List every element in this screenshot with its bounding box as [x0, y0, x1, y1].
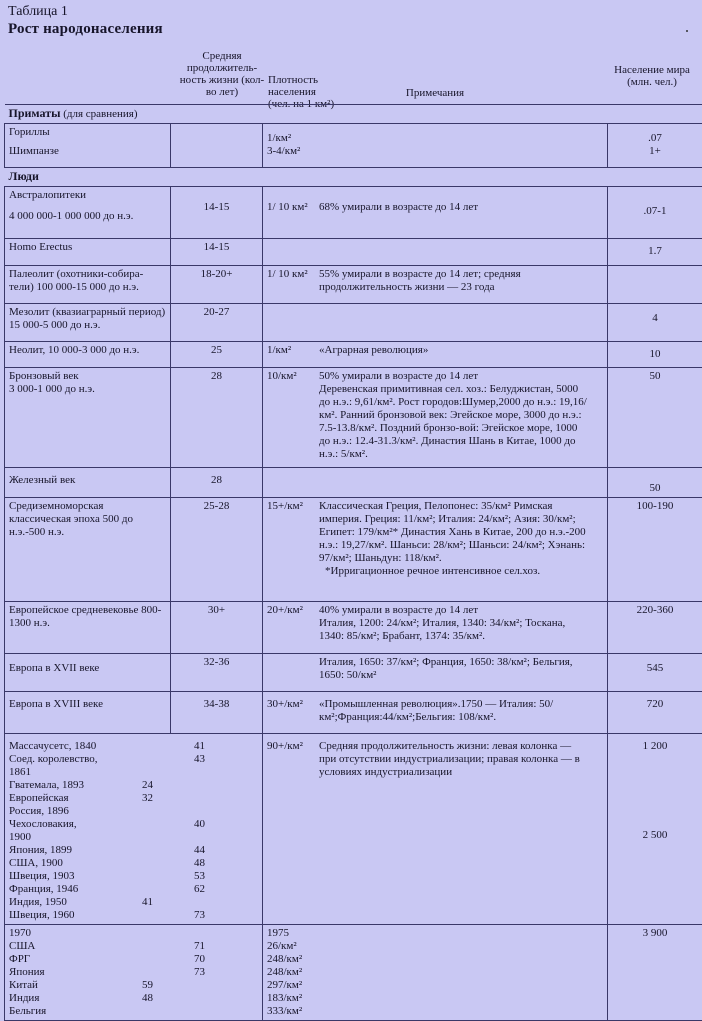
table-row — [5, 498, 702, 602]
life-industrial: 44 — [153, 844, 205, 857]
life-nonindustrial — [101, 940, 153, 953]
world-population: 1 200 — [612, 740, 698, 753]
country-row — [9, 896, 258, 909]
header-notes: Примечания — [380, 87, 490, 99]
life-nonindustrial — [101, 953, 153, 966]
era-name: Европейское средневековье 800-1300 н.э. — [5, 602, 171, 654]
life-nonindustrial: 48 — [101, 992, 153, 1005]
era-name: Мезолит (квазиаграрный период) 15 000-5 000 до н.э. — [5, 304, 171, 342]
country-row — [9, 857, 258, 870]
life-nonindustrial — [101, 844, 153, 857]
country-density: 248/км² — [267, 966, 603, 979]
table-title: Рост народонаселения — [8, 20, 163, 38]
world-population: 4 — [608, 304, 702, 342]
world-population: 220-360 — [608, 602, 702, 654]
life-expectancy: 25 — [171, 342, 263, 368]
life-industrial: 40 — [153, 818, 205, 844]
world-population — [608, 266, 702, 304]
note-footnote: *Ирригационное речное интенсивное сел.хоз. — [319, 565, 589, 578]
country-row — [9, 909, 258, 922]
world-population: 50 — [608, 368, 702, 468]
note: Италия, 1650: 37/км²; Франция, 1650: 38/км²; Бельгия, 1650: 50/км² — [319, 656, 589, 682]
life-nonindustrial — [101, 883, 153, 896]
year-label: 1970 — [9, 927, 258, 940]
country-name: Чехословакия, 1900 — [9, 818, 101, 844]
primate-population: .07 — [612, 132, 698, 145]
life-expectancy: 28 — [171, 368, 263, 468]
decor-dot — [686, 30, 688, 32]
country-name: Европейская Россия, 1896 — [9, 792, 101, 818]
country-row — [9, 870, 258, 883]
primate-population: 1+ — [612, 145, 698, 158]
header-density-line1: Плотность населения — [268, 74, 362, 98]
life-nonindustrial — [101, 966, 153, 979]
country-density: 248/км² — [267, 953, 603, 966]
country-name: Массачусетс, 1840 — [9, 740, 101, 753]
life-expectancy: 14-15 — [171, 187, 263, 239]
life-expectancy: 20-27 — [171, 304, 263, 342]
life-nonindustrial — [101, 818, 153, 844]
header-world-population: Население мира (млн. чел.) — [612, 64, 692, 88]
era-name: Австралопитеки — [9, 189, 166, 202]
country-row — [9, 844, 258, 857]
table-row-primates — [5, 124, 702, 168]
table-row — [5, 342, 702, 368]
era-name: Европа в XVIII веке — [5, 692, 171, 734]
table-row-industrial — [5, 734, 702, 925]
primate-name: Гориллы — [9, 126, 166, 139]
life-expectancy: 18-20+ — [171, 266, 263, 304]
note: 68% умирали в возрасте до 14 лет — [319, 201, 589, 214]
life-industrial: 48 — [153, 857, 205, 870]
life-industrial: 73 — [153, 966, 205, 979]
table-row-1970 — [5, 925, 702, 1021]
life-industrial: 43 — [153, 753, 205, 779]
life-industrial: 73 — [153, 909, 205, 922]
life-expectancy: 32-36 — [171, 654, 263, 692]
world-population: 545 — [608, 654, 702, 692]
density: 15+/км² — [267, 500, 319, 513]
country-row — [9, 792, 258, 818]
life-industrial — [153, 1005, 205, 1018]
country-row — [9, 992, 258, 1005]
section-primates — [5, 105, 702, 124]
era-name: Homo Erectus — [5, 239, 171, 266]
table-row — [5, 692, 702, 734]
note: Средняя продолжительность жизни: левая колонка — при отсутствии индустриализации; правая колонка — в условиях индустриализации — [319, 740, 589, 779]
life-nonindustrial — [101, 740, 153, 753]
life-industrial: 70 — [153, 953, 205, 966]
country-name: Швеция, 1903 — [9, 870, 101, 883]
country-name: Китай — [9, 979, 101, 992]
table-row — [5, 368, 702, 468]
era-dates: 3 000-1 000 до н.э. — [9, 383, 166, 396]
density: 30+/км² — [267, 698, 319, 711]
country-row — [9, 979, 258, 992]
era-name: Европа в XVII веке — [5, 654, 171, 692]
life-nonindustrial: 59 — [101, 979, 153, 992]
table-row — [5, 187, 702, 239]
note: 50% умирали в возрасте до 14 лет — [319, 370, 589, 383]
country-list — [9, 940, 258, 1018]
density: 20+/км² — [267, 604, 319, 617]
life-nonindustrial — [101, 870, 153, 883]
life-nonindustrial: 32 — [101, 792, 153, 818]
life-industrial — [153, 779, 205, 792]
country-row — [9, 953, 258, 966]
country-name: Гватемала, 1893 — [9, 779, 101, 792]
era-dates: 4 000 000-1 000 000 до н.э. — [9, 210, 166, 223]
life-expectancy: 30+ — [171, 602, 263, 654]
section-primates-label: Приматы — [9, 106, 61, 120]
title-block — [8, 4, 163, 38]
density: 90+/км² — [267, 740, 319, 753]
country-row — [9, 883, 258, 896]
life-nonindustrial — [101, 1005, 153, 1018]
section-people — [5, 168, 702, 187]
table-row — [5, 654, 702, 692]
era-name: Железный век — [5, 468, 171, 498]
era-name: Палеолит (охотники-собира-тели) 100 000-15 000 до н.э. — [5, 266, 171, 304]
life-expectancy: 34-38 — [171, 692, 263, 734]
world-population: 720 — [608, 692, 702, 734]
density-list — [267, 940, 603, 1018]
country-density: 183/км² — [267, 992, 603, 1005]
life-industrial: 62 — [153, 883, 205, 896]
life-nonindustrial — [101, 753, 153, 779]
life-expectancy: 25-28 — [171, 498, 263, 602]
world-population: .07-1 — [608, 187, 702, 239]
life-industrial: 53 — [153, 870, 205, 883]
density: 10/км² — [267, 370, 319, 383]
primate-density: 3-4/км² — [267, 145, 603, 158]
country-name: ФРГ — [9, 953, 101, 966]
life-expectancy: 28 — [171, 468, 263, 498]
table-row — [5, 304, 702, 342]
density: 1/ 10 км² — [267, 201, 319, 214]
density: 1/км² — [267, 344, 319, 357]
country-row — [9, 740, 258, 753]
section-primates-sub: (для сравнения) — [63, 108, 137, 120]
density-year: 1975 — [267, 927, 603, 940]
note: Классическая Греция, Пелопонес: 35/км² Римская империя. Греция: 11/км²; Италия: 24/км²; Азия: 30/км²; Египет: 179/км²* Династия Хань в Китае, 200 до н.э.-200 н.э.: 19,27/км². Шаньси: 28/км²; Шаньси: 24/км²; Хэнань: 97/км²; Шаньдун: 118/км². — [319, 500, 589, 565]
note-details: Италия, 1200: 24/км²; Италия, 1340: 34/км²; Тоскана, 1340: 85/км²; Брабант, 1374: 35/км². — [319, 617, 589, 643]
world-population: 100-190 — [608, 498, 702, 602]
primate-name: Шимпанзе — [9, 145, 166, 158]
country-name: Франция, 1946 — [9, 883, 101, 896]
country-row — [9, 966, 258, 979]
life-industrial: 71 — [153, 940, 205, 953]
country-name: США, 1900 — [9, 857, 101, 870]
world-population: 50 — [608, 468, 702, 498]
country-name: Индия, 1950 — [9, 896, 101, 909]
life-nonindustrial: 24 — [101, 779, 153, 792]
header-density-line2: (чел. на 1 км²) — [268, 98, 362, 110]
country-name: США — [9, 940, 101, 953]
world-population: 2 500 — [612, 829, 698, 842]
life-nonindustrial: 41 — [101, 896, 153, 909]
note: «Аграрная революция» — [319, 344, 589, 357]
life-industrial — [153, 792, 205, 818]
life-industrial: 41 — [153, 740, 205, 753]
life-expectancy: 14-15 — [171, 239, 263, 266]
density: 1/ 10 км² — [267, 268, 319, 281]
population-table — [4, 104, 702, 1021]
life-industrial — [153, 979, 205, 992]
table-row — [5, 266, 702, 304]
world-population: 1.7 — [608, 239, 702, 266]
country-list — [9, 740, 258, 922]
section-people-label: Люди — [9, 169, 39, 183]
era-name: Бронзовый век — [9, 370, 166, 383]
country-row — [9, 753, 258, 779]
country-density: 333/км² — [267, 1005, 603, 1018]
header-life-expectancy: Средняя продолжитель-ность жизни (кол-во лет) — [176, 50, 268, 98]
country-name: Япония — [9, 966, 101, 979]
country-row — [9, 818, 258, 844]
country-name: Япония, 1899 — [9, 844, 101, 857]
life-industrial — [153, 992, 205, 1005]
table-row — [5, 239, 702, 266]
country-name: Индия — [9, 992, 101, 1005]
country-density: 297/км² — [267, 979, 603, 992]
country-name: Швеция, 1960 — [9, 909, 101, 922]
world-population: 10 — [608, 342, 702, 368]
country-row — [9, 1005, 258, 1018]
note: «Промышленная революция».1750 — Италия: 50/км²;Франция:44/км²;Бельгия: 108/км². — [319, 698, 589, 724]
life-industrial — [153, 896, 205, 909]
primate-density: 1/км² — [267, 132, 603, 145]
country-row — [9, 779, 258, 792]
note: 55% умирали в возрасте до 14 лет; средняя продолжительность жизни — 23 года — [319, 268, 589, 294]
country-density: 26/км² — [267, 940, 603, 953]
country-name: Соед. королевство, 1861 — [9, 753, 101, 779]
note: 40% умирали в возрасте до 14 лет — [319, 604, 589, 617]
life-nonindustrial — [101, 857, 153, 870]
life-nonindustrial — [101, 909, 153, 922]
era-name: Средиземноморская классическая эпоха 500 до н.э.-500 н.э. — [5, 498, 171, 602]
note-details: Деревенская примитивная сел. хоз.: Белуджистан, 5000 до н.э.: 9,61/км². Рост городов:Шумер,2000 до н.э.: 19,16/км². Ранний бронзовой век: Эгейское море, 3000 до н.э.: 7.5-13.8/км². Поздний бронзо-вой: Эгейское море, 1000 до н.э.: 12.4-31.3/км². Династия Шань в Китае, 1000 до н.э.: 5/км². — [319, 383, 589, 461]
country-name: Бельгия — [9, 1005, 101, 1018]
world-population: 3 900 — [608, 925, 702, 1021]
table-number: Таблица 1 — [8, 4, 163, 20]
table-row — [5, 468, 702, 498]
era-name: Неолит, 10 000-3 000 до н.э. — [5, 342, 171, 368]
country-row — [9, 940, 258, 953]
table-row — [5, 602, 702, 654]
